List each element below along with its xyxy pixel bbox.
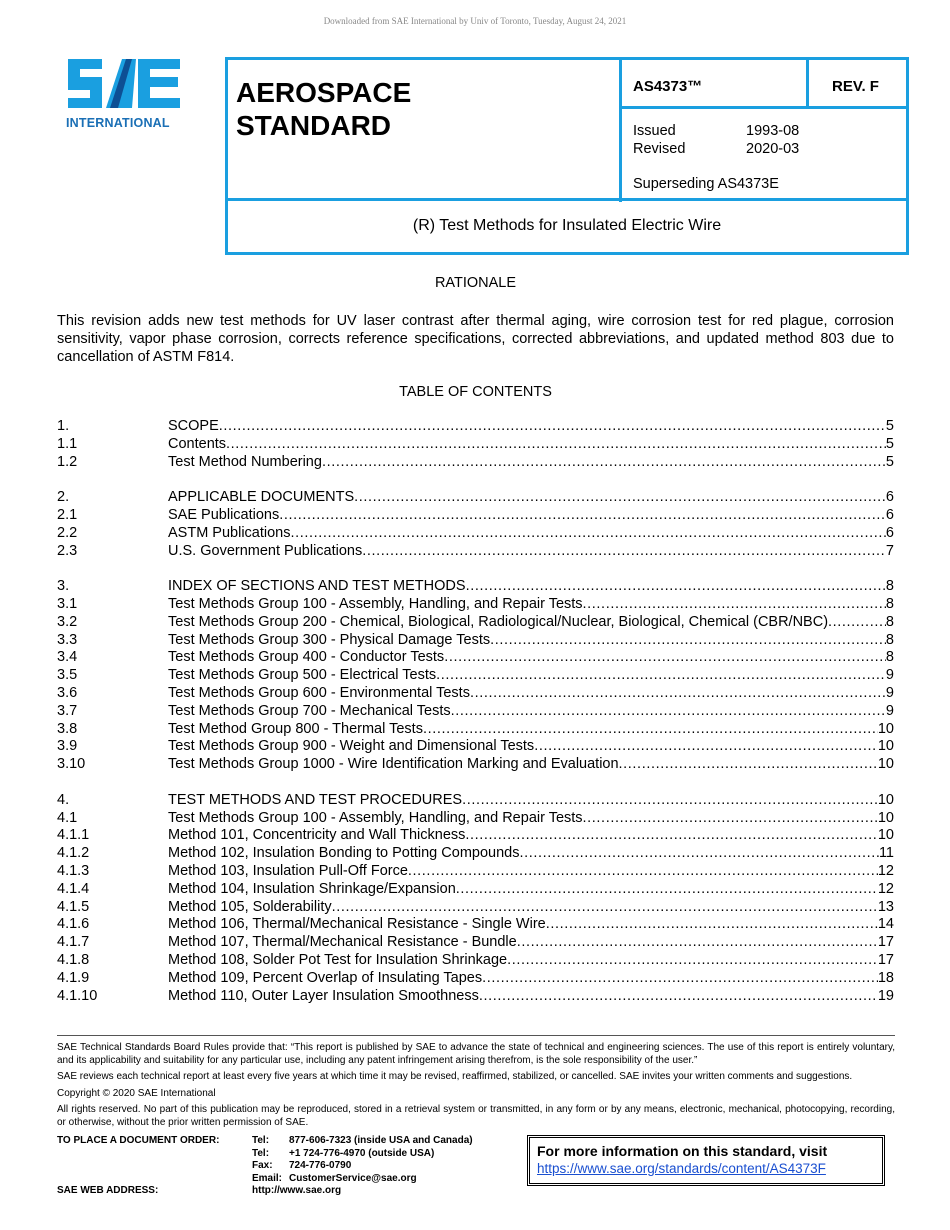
copyright: Copyright © 2020 SAE International bbox=[57, 1087, 216, 1099]
more-info-text: For more information on this standard, visit bbox=[537, 1143, 828, 1159]
toc-leader bbox=[332, 899, 878, 917]
toc-entry[interactable] bbox=[57, 596, 894, 614]
toc-leader bbox=[517, 934, 878, 952]
toc-entry[interactable] bbox=[57, 436, 894, 454]
toc-page: 17 bbox=[877, 951, 894, 968]
toc-entry[interactable] bbox=[57, 845, 894, 863]
toc-entry[interactable] bbox=[57, 881, 894, 899]
toc-number: 1. bbox=[57, 418, 70, 434]
toc-leader bbox=[456, 881, 878, 899]
toc-entry[interactable] bbox=[57, 721, 894, 739]
toc-entry[interactable] bbox=[57, 632, 894, 650]
toc-title: Contents bbox=[168, 435, 227, 452]
toc-title: SAE Publications bbox=[168, 506, 280, 523]
header-divider bbox=[619, 106, 909, 109]
toc-number: 3.8 bbox=[57, 720, 78, 737]
toc-title: Test Methods Group 500 - Electrical Tests bbox=[168, 667, 437, 684]
toc-leader bbox=[444, 649, 886, 667]
toc-page: 10 bbox=[877, 791, 894, 808]
toc-title: INDEX OF SECTIONS AND TEST METHODS bbox=[168, 578, 466, 595]
toc-number: 4.1.7 bbox=[57, 934, 90, 951]
document-subtitle: (R) Test Methods for Insulated Electric Wire bbox=[412, 217, 722, 234]
superseding: Superseding AS4373E bbox=[633, 176, 779, 192]
toc-page: 8 bbox=[885, 649, 894, 666]
toc-entry[interactable] bbox=[57, 810, 894, 828]
toc-title: APPLICABLE DOCUMENTS bbox=[168, 489, 355, 506]
toc-number: 3. bbox=[57, 578, 70, 595]
toc-leader bbox=[279, 507, 886, 525]
toc-heading: TABLE OF CONTENTS bbox=[399, 384, 552, 400]
toc-number: 3.4 bbox=[57, 649, 78, 666]
toc-page: 9 bbox=[885, 702, 894, 719]
toc-number: 3.10 bbox=[57, 756, 86, 773]
toc-title: ASTM Publications bbox=[168, 524, 291, 541]
footer-divider bbox=[57, 1035, 895, 1036]
toc-entry[interactable] bbox=[57, 916, 894, 934]
sae-logo bbox=[66, 55, 191, 130]
toc-number: 4.1 bbox=[57, 809, 78, 826]
toc-title: SCOPE bbox=[168, 418, 219, 434]
toc-leader bbox=[466, 578, 886, 596]
toc-entry[interactable] bbox=[57, 525, 894, 543]
order-info: TO PLACE A DOCUMENT ORDER: Tel: 877-606-7323 (inside USA and Canada) Tel: +1 724-776-4970 (outside USA) Fax: 724-776-0790 Email: CustomerService@sae.org SAE WEB ADDRESS: http://www.sae.org bbox=[57, 1135, 473, 1196]
sae-logo-mark-icon bbox=[66, 55, 182, 112]
toc-page: 10 bbox=[877, 720, 894, 737]
toc-page: 17 bbox=[877, 934, 894, 951]
toc-title: Test Methods Group 100 - Assembly, Handling, and Repair Tests bbox=[168, 809, 583, 826]
revision: REV. F bbox=[832, 78, 879, 95]
toc-entry[interactable] bbox=[57, 578, 894, 596]
web-link[interactable]: http://www.sae.org bbox=[252, 1185, 342, 1196]
toc-leader bbox=[534, 738, 878, 756]
toc-leader bbox=[465, 827, 877, 845]
toc-leader bbox=[291, 525, 886, 543]
toc-entry[interactable] bbox=[57, 543, 894, 561]
rationale-text: This revision adds new test methods for UV laser contrast after thermal aging, wire corrosion test for red plague, corrosion sensitivity, vapor phase corrosion, corrects reference specifications, corrected abbreviations, and updated method 803 due to cancellation of ASTM F814. bbox=[57, 313, 894, 365]
header-divider bbox=[806, 57, 809, 107]
toc-number: 4.1.3 bbox=[57, 862, 90, 879]
toc-page: 8 bbox=[885, 631, 894, 648]
toc-number: 3.1 bbox=[57, 595, 78, 612]
toc-leader bbox=[354, 489, 886, 507]
toc-leader bbox=[519, 845, 878, 863]
more-info-box bbox=[527, 1135, 885, 1186]
toc-title: Method 106, Thermal/Mechanical Resistance - Single Wire bbox=[168, 916, 546, 933]
toc-title: Method 101, Concentricity and Wall Thickness bbox=[168, 827, 466, 844]
toc-title: Test Methods Group 400 - Conductor Tests bbox=[168, 649, 445, 666]
toc-page: 7 bbox=[885, 542, 894, 559]
toc-title: Test Methods Group 700 - Mechanical Tests bbox=[168, 702, 451, 719]
toc-page: 10 bbox=[877, 756, 894, 773]
toc-entry[interactable] bbox=[57, 454, 894, 472]
toc-title: U.S. Government Publications bbox=[168, 542, 363, 559]
toc-leader bbox=[408, 863, 878, 881]
toc-page: 18 bbox=[877, 969, 894, 986]
toc-page: 19 bbox=[877, 987, 894, 1004]
toc-page: 8 bbox=[885, 595, 894, 612]
toc-title: Method 109, Percent Overlap of Insulating Tapes bbox=[168, 969, 483, 986]
toc-number: 2.1 bbox=[57, 506, 78, 523]
toc-number: 4.1.10 bbox=[57, 987, 98, 1004]
standard-number: AS4373™ bbox=[633, 78, 703, 95]
logo-subtitle: INTERNATIONAL bbox=[66, 116, 170, 130]
toc-number: 3.3 bbox=[57, 631, 78, 648]
toc-number: 4.1.8 bbox=[57, 951, 90, 968]
toc-leader bbox=[479, 988, 878, 1006]
toc-leader bbox=[423, 721, 878, 739]
toc-title: TEST METHODS AND TEST PROCEDURES bbox=[168, 791, 463, 808]
toc-number: 4.1.6 bbox=[57, 916, 90, 933]
toc-entry[interactable] bbox=[57, 934, 894, 952]
main-content bbox=[57, 274, 894, 1005]
toc-number: 3.5 bbox=[57, 667, 78, 684]
footer-bottom bbox=[57, 1135, 895, 1198]
toc-entry[interactable] bbox=[57, 614, 894, 632]
header-divider bbox=[225, 198, 909, 201]
toc-leader bbox=[451, 703, 886, 721]
toc-leader bbox=[226, 436, 886, 454]
toc-title: Test Methods Group 100 - Assembly, Handling, and Repair Tests bbox=[168, 595, 583, 612]
toc-entry[interactable] bbox=[57, 649, 894, 667]
toc-title: Test Methods Group 600 - Environmental Tests bbox=[168, 684, 470, 701]
toc-number: 4.1.2 bbox=[57, 845, 90, 862]
toc-number: 2.2 bbox=[57, 524, 78, 541]
toc-title: Method 103, Insulation Pull-Off Force bbox=[168, 862, 408, 879]
toc-entry[interactable] bbox=[57, 792, 894, 810]
toc-number: 4. bbox=[57, 791, 70, 808]
review-text: SAE reviews each technical report at least every five years at which time it may be revised, reaffirmed, stabilized, or cancelled. SAE invites your written comments and suggestions. bbox=[57, 1071, 853, 1082]
toc-title: Method 110, Outer Layer Insulation Smoothness bbox=[168, 987, 479, 1004]
issued-row: Issued 1993-08 bbox=[633, 123, 800, 139]
toc-leader bbox=[436, 667, 886, 685]
toc-title: Test Methods Group 200 - Chemical, Biological, Radiological/Nuclear, Biological, Chemical (CBR/NBC) bbox=[168, 613, 829, 630]
toc-leader bbox=[583, 810, 878, 828]
toc-entry[interactable] bbox=[57, 899, 894, 917]
toc-leader bbox=[546, 916, 878, 934]
download-notice: Downloaded from SAE International by Univ of Toronto, Tuesday, August 24, 2021 bbox=[323, 16, 627, 26]
toc-entry[interactable] bbox=[57, 863, 894, 881]
toc-number: 3.7 bbox=[57, 702, 78, 719]
toc-title: Test Method Numbering bbox=[168, 453, 322, 470]
toc-page: 5 bbox=[885, 453, 894, 470]
header-divider bbox=[619, 57, 622, 202]
toc-page: 5 bbox=[885, 418, 894, 434]
toc-leader bbox=[462, 792, 878, 810]
toc-page: 8 bbox=[885, 613, 894, 630]
toc-page: 12 bbox=[877, 862, 894, 879]
toc-entry[interactable] bbox=[57, 489, 894, 507]
toc-number: 4.1.4 bbox=[57, 880, 90, 897]
toc-page: 10 bbox=[877, 827, 894, 844]
toc-page: 9 bbox=[885, 684, 894, 701]
footer bbox=[57, 1035, 895, 1198]
toc-title: Test Methods Group 900 - Weight and Dimensional Tests bbox=[168, 738, 535, 755]
toc-leader bbox=[619, 756, 878, 774]
toc-title: Method 105, Solderability bbox=[168, 898, 332, 915]
toc-entry[interactable] bbox=[57, 507, 894, 525]
toc-page: 14 bbox=[877, 916, 894, 933]
rationale-heading: RATIONALE bbox=[434, 275, 517, 291]
rights-text: All rights reserved. No part of this publication may be reproduced, stored in a retrieval system or transmitted, in any form or by any means, electronic, mechanical, photocopying, recording, or otherwise, without the prior written permission of SAE. bbox=[57, 1104, 895, 1128]
toc-leader bbox=[482, 970, 878, 988]
toc-page: 13 bbox=[877, 898, 894, 915]
toc-page: 8 bbox=[885, 578, 894, 595]
toc-entry[interactable] bbox=[57, 756, 894, 774]
toc-page: 11 bbox=[878, 845, 894, 862]
toc-leader bbox=[322, 454, 886, 472]
board-rules-text: SAE Technical Standards Board Rules provide that: “This report is published by SAE to advance the state of technical and engineering sciences. The use of this report is entirely voluntary, and its applicability and suitability for any particular use, including any patent infringement arising therefrom, is the sole responsibility of the user.” bbox=[57, 1042, 895, 1066]
toc-number: 3.6 bbox=[57, 684, 78, 701]
table-of-contents bbox=[57, 418, 894, 1005]
toc-number: 4.1.5 bbox=[57, 898, 90, 915]
toc-title: Method 108, Solder Pot Test for Insulation Shrinkage bbox=[168, 951, 508, 968]
toc-entry[interactable] bbox=[57, 827, 894, 845]
toc-number: 3.9 bbox=[57, 738, 78, 755]
toc-title: Test Methods Group 1000 - Wire Identification Marking and Evaluation bbox=[168, 756, 619, 773]
toc-number: 1.1 bbox=[57, 435, 78, 452]
toc-title: Method 107, Thermal/Mechanical Resistance - Bundle bbox=[168, 934, 517, 951]
toc-leader bbox=[583, 596, 886, 614]
toc-page: 6 bbox=[885, 506, 894, 523]
email-link[interactable]: CustomerService@sae.org bbox=[289, 1172, 417, 1184]
toc-leader bbox=[362, 543, 886, 561]
doc-type-title: AEROSPACE STANDARD bbox=[236, 77, 412, 141]
toc-leader bbox=[507, 952, 878, 970]
toc-page: 9 bbox=[885, 667, 894, 684]
toc-entry[interactable] bbox=[57, 703, 894, 721]
toc-title: Method 102, Insulation Bonding to Potting Compounds bbox=[168, 845, 520, 862]
toc-number: 3.2 bbox=[57, 613, 78, 630]
toc-page: 6 bbox=[885, 524, 894, 541]
toc-number: 1.2 bbox=[57, 453, 78, 470]
toc-leader bbox=[828, 614, 886, 632]
toc-entry[interactable] bbox=[57, 418, 894, 436]
toc-number: 2.3 bbox=[57, 542, 78, 559]
toc-page: 10 bbox=[877, 738, 894, 755]
toc-entry[interactable] bbox=[57, 667, 894, 685]
toc-leader bbox=[470, 685, 886, 703]
toc-title: Test Methods Group 300 - Physical Damage Tests bbox=[168, 631, 491, 648]
toc-entry[interactable] bbox=[57, 970, 894, 988]
toc-entry[interactable] bbox=[57, 988, 894, 1006]
toc-entry[interactable] bbox=[57, 738, 894, 756]
toc-number: 4.1.9 bbox=[57, 969, 90, 986]
toc-number: 2. bbox=[57, 489, 70, 506]
toc-page: 5 bbox=[885, 435, 894, 452]
toc-page: 6 bbox=[885, 489, 894, 506]
toc-page: 12 bbox=[877, 880, 894, 897]
toc-number: 4.1.1 bbox=[57, 827, 90, 844]
toc-title: Test Method Group 800 - Thermal Tests bbox=[168, 720, 423, 737]
toc-title: Method 104, Insulation Shrinkage/Expansion bbox=[168, 880, 456, 897]
revised-row: Revised 2020-03 bbox=[633, 141, 800, 157]
toc-leader bbox=[219, 418, 886, 436]
toc-page: 10 bbox=[877, 809, 894, 826]
toc-entry[interactable] bbox=[57, 685, 894, 703]
standard-link[interactable]: https://www.sae.org/standards/content/AS4373F bbox=[537, 1161, 826, 1176]
toc-leader bbox=[490, 632, 886, 650]
toc-entry[interactable] bbox=[57, 952, 894, 970]
